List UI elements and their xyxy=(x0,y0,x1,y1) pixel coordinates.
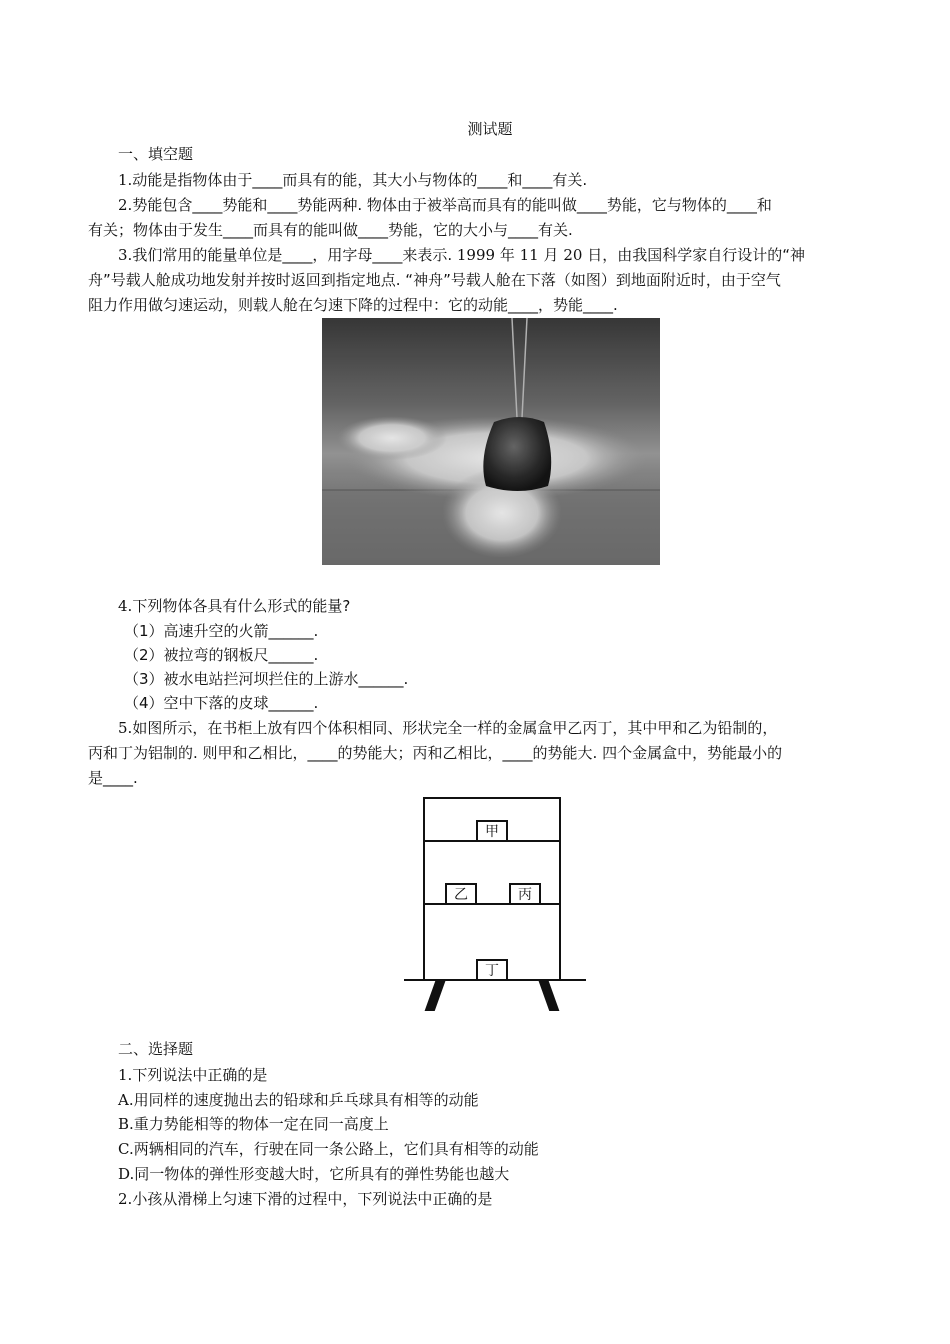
choice-option-c: C.两辆相同的汽车，行驶在同一条公路上，它们具有相等的动能 xyxy=(118,1140,539,1158)
question-4-item-2: （2）被拉弯的钢板尺______. xyxy=(124,646,319,664)
box-bing-label: 丙 xyxy=(518,887,532,903)
choice-question-2: 2.小孩从滑梯上匀速下滑的过程中，下列说法中正确的是 xyxy=(118,1190,493,1208)
question-3-line-3: 阻力作用做匀速运动，则载人舱在匀速下降的过程中：它的动能____，势能____. xyxy=(88,296,618,314)
bookcase-leg-right xyxy=(540,982,558,1010)
question-4-item-4: （4）空中下落的皮球______. xyxy=(124,694,319,712)
question-1: 1.动能是指物体由于____而具有的能，其大小与物体的____和____有关. xyxy=(118,171,588,189)
question-4: 4.下列物体各具有什么形式的能量? xyxy=(118,597,351,615)
choice-question-1: 1.下列说法中正确的是 xyxy=(118,1066,268,1084)
choice-option-a: A.用同样的速度抛出去的铅球和乒乓球具有相等的动能 xyxy=(118,1091,479,1109)
page-title: 测试题 xyxy=(467,120,513,138)
question-2-line-2: 有关；物体由于发生____而具有的能叫做____势能，它的大小与____有关. xyxy=(88,221,573,239)
section-choice-heading: 二、选择题 xyxy=(118,1040,194,1058)
choice-option-d: D.同一物体的弹性形变越大时，它所具有的弹性势能也越大 xyxy=(118,1165,510,1183)
question-5-line-1: 5.如图所示，在书柜上放有四个体积相同、形状完全一样的金属盒甲乙丙丁，其中甲和乙为铅制的， xyxy=(118,719,778,737)
box-ding-label: 丁 xyxy=(485,963,499,979)
question-2-line-1: 2.势能包含____势能和____势能两种. 物体由于被举高而具有的能叫做____势能，它与物体的____和 xyxy=(118,196,772,214)
bookcase-diagram xyxy=(400,788,590,1014)
question-4-item-1: （1）高速升空的火箭______. xyxy=(124,622,319,640)
box-jia-label: 甲 xyxy=(485,824,499,840)
section-fill-in-heading: 一、填空题 xyxy=(118,145,194,163)
capsule-landing-illustration xyxy=(322,318,660,565)
capsule-landing-photo xyxy=(322,318,660,565)
question-5-line-2: 丙和丁为铝制的. 则甲和乙相比，____的势能大；丙和乙相比，____的势能大. 四个金属盒中，势能最小的 xyxy=(88,744,783,762)
question-4-item-3: （3）被水电站拦河坝拦住的上游水______. xyxy=(124,670,409,688)
question-3-line-2: 舟”号载人舱成功地发射并按时返回到指定地点. “神舟”号载人舱在下落（如图）到地面附近时，由于空气 xyxy=(88,271,781,289)
box-yi-label: 乙 xyxy=(454,887,468,903)
bookcase-leg-left xyxy=(426,982,444,1010)
choice-option-b: B.重力势能相等的物体一定在同一高度上 xyxy=(118,1115,389,1133)
question-3-line-1: 3.我们常用的能量单位是____，用字母____来表示. 1999 年 11 月 20 日，由我国科学家自行设计的“神 xyxy=(118,246,805,264)
question-5-line-3: 是____. xyxy=(88,769,138,787)
